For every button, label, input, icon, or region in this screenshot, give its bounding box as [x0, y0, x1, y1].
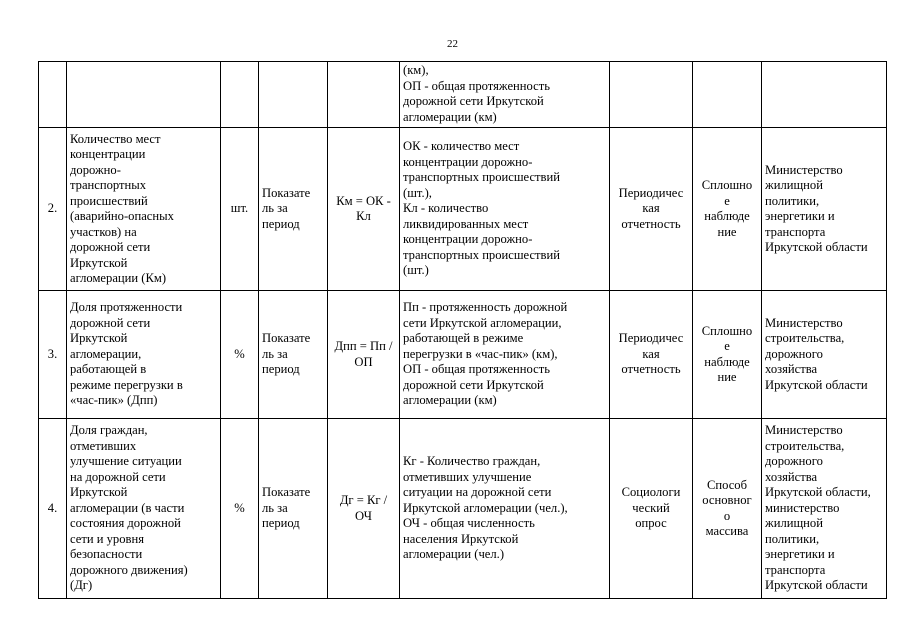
period-cell	[259, 128, 328, 291]
cell-text: шт.	[230, 201, 249, 216]
cell-text-line: транспорта	[765, 562, 826, 577]
cell-text-line: Пп - протяженность дорожной	[403, 300, 568, 315]
cell-text-line: (км),	[403, 63, 429, 77]
period-cell	[259, 291, 328, 419]
row-number-cell	[39, 128, 67, 291]
cell-text-line: период	[262, 216, 300, 231]
responsible-cell	[762, 291, 887, 419]
cell-text-line: агломерации (чел.)	[403, 547, 505, 562]
cell-text-line: (аварийно-опасных	[70, 209, 174, 223]
cell-text: 3.	[47, 346, 58, 361]
table-row	[39, 128, 887, 291]
cell-text-line: Кг - Количество граждан,	[403, 454, 541, 469]
cell-text-line: агломерации (км)	[403, 109, 497, 124]
method-cell	[693, 128, 762, 291]
cell-text-line: агломерации,	[70, 346, 142, 361]
cell-text-line: перегрузки в «час-пик» (км),	[403, 346, 558, 361]
cell-text-line: ОП - общая протяженность	[403, 78, 550, 93]
cell-text-line: ОЧ - общая численность	[403, 516, 535, 531]
cell-text-line: Способ	[706, 477, 748, 492]
cell-text-line: дорожного движения)	[70, 562, 188, 577]
cell-text-line: Кл - количество	[403, 201, 489, 216]
cell-text-line: улучшение ситуации	[70, 454, 182, 469]
cell-text-line: на дорожной сети	[70, 469, 166, 484]
row-number-cell	[39, 291, 67, 419]
cell-text-line: Дпп = Пп /	[334, 339, 393, 353]
cell-text-line: (Дг)	[70, 578, 93, 593]
cell-text-line: ческий	[632, 500, 670, 515]
cell-text-line: «час-пик» (Дпп)	[70, 393, 158, 408]
cell-text-line: Дг = Кг /	[339, 493, 388, 507]
cell-text-line: транспортных происшествий	[403, 170, 560, 185]
cell-text-line: ль за	[262, 346, 288, 361]
cell-text-line: Иркутской области	[765, 578, 868, 593]
period-cell	[259, 62, 328, 128]
responsible-cell	[762, 419, 887, 599]
cell-text-line: о	[723, 508, 731, 523]
cell-text-line: участков) на	[70, 224, 137, 239]
cell-text-line: кая	[642, 346, 660, 361]
cell-text: 2.	[47, 201, 58, 216]
cell-text-line: транспортных	[70, 178, 147, 192]
cell-text: %	[234, 346, 245, 361]
cell-text-line: Периодичес	[618, 331, 684, 346]
page-number: 22	[447, 38, 458, 50]
responsible-cell	[762, 62, 887, 128]
cell-text-line: Министерство	[765, 162, 843, 177]
responsible-cell	[762, 128, 887, 291]
data-source-cell	[610, 62, 693, 128]
cell-text-line: Сплошно	[701, 178, 753, 192]
cell-text-line: строительства,	[765, 438, 845, 453]
cell-text-line: происшествий	[70, 193, 148, 208]
data-source-cell	[610, 291, 693, 419]
cell-text-line: агломерации (км)	[403, 393, 497, 408]
method-cell	[693, 419, 762, 599]
cell-text-line: дорожной сети	[70, 315, 151, 330]
cell-text-line: наблюде	[704, 354, 750, 369]
cell-text-line: дорожной сети	[70, 240, 151, 254]
cell-text-line: ситуации на дорожной сети	[403, 485, 552, 500]
cell-text-line: Доля граждан,	[70, 423, 148, 438]
cell-text-line: Сплошно	[701, 323, 753, 338]
cell-text-line: Периодичес	[618, 185, 684, 200]
formula-cell	[328, 62, 400, 128]
indicator-name-cell	[67, 291, 221, 419]
data-source-cell	[610, 128, 693, 291]
cell-text-line: массива	[705, 524, 749, 538]
cell-text-line: опрос	[635, 516, 667, 531]
cell-text-line: кая	[642, 201, 660, 216]
cell-text-line: Иркутской области,	[765, 485, 871, 500]
table-row	[39, 419, 887, 599]
cell-text-line: состояния дорожной	[70, 516, 181, 531]
cell-text-line: отметивших улучшение	[403, 469, 532, 484]
formula-cell	[328, 128, 400, 291]
cell-text-line: строительства,	[765, 331, 845, 346]
cell-text-line: хозяйства	[765, 362, 818, 377]
cell-text-line: транспорта	[765, 224, 826, 239]
cell-text-line: политики,	[765, 531, 820, 546]
indicator-name-cell	[67, 62, 221, 128]
cell-text-line: концентрации	[70, 147, 146, 161]
method-cell	[693, 291, 762, 419]
cell-text-line: Показате	[262, 331, 311, 346]
row-number-cell	[39, 419, 67, 599]
cell-text-line: отметивших	[70, 438, 137, 453]
unit-cell	[221, 419, 259, 599]
table-row	[39, 62, 887, 128]
cell-text-line: ОЧ	[355, 508, 372, 523]
cell-text: 4.	[47, 500, 58, 515]
cell-text-line: е	[724, 193, 730, 208]
cell-text-line: населения Иркутской	[403, 531, 519, 546]
cell-text-line: энергетики и	[765, 547, 835, 562]
cell-text-line: министерство	[765, 500, 840, 515]
cell-text-line: концентрации дорожно-	[403, 154, 533, 169]
cell-text-line: ликвидированных мест	[403, 216, 529, 231]
cell-text-line: сети и уровня	[70, 531, 144, 546]
cell-text-line: безопасности	[70, 547, 143, 562]
cell-text-line: основног	[702, 493, 752, 507]
cell-text-line: работающей в	[70, 362, 147, 377]
cell-text-line: сети Иркутской агломерации,	[403, 315, 562, 330]
cell-text-line: Иркутской	[70, 485, 128, 500]
cell-text-line: период	[262, 362, 300, 377]
cell-text-line: агломерации (Км)	[70, 271, 167, 285]
description-cell	[400, 128, 610, 291]
cell-text-line: Показате	[262, 185, 311, 200]
cell-text-line: наблюде	[704, 209, 750, 223]
cell-text-line: ОК - количество мест	[403, 139, 520, 154]
cell-text: %	[234, 500, 245, 515]
cell-text-line: дорожной сети Иркутской	[403, 94, 544, 108]
formula-cell	[328, 419, 400, 599]
cell-text-line: Доля протяженности	[70, 300, 183, 315]
data-source-cell	[610, 419, 693, 599]
cell-text-line: энергетики и	[765, 209, 835, 223]
unit-cell	[221, 291, 259, 419]
cell-text-line: Социологи	[621, 485, 681, 500]
cell-text-line: ОП	[354, 354, 373, 369]
cell-text-line: Иркутской	[70, 331, 128, 346]
cell-text-line: отчетность	[621, 216, 681, 231]
unit-cell	[221, 62, 259, 128]
cell-text-line: ние	[717, 370, 737, 384]
cell-text-line: Иркутской области	[765, 377, 868, 392]
cell-text-line: режиме перегрузки в	[70, 377, 183, 392]
cell-text-line: Иркутской	[70, 255, 128, 270]
formula-cell	[328, 291, 400, 419]
description-cell	[400, 419, 610, 599]
period-cell	[259, 419, 328, 599]
cell-text-line: транспортных происшествий	[403, 247, 560, 262]
description-cell	[400, 62, 610, 128]
cell-text-line: концентрации дорожно-	[403, 232, 533, 247]
cell-text-line: период	[262, 516, 300, 531]
cell-text-line: ОП - общая протяженность	[403, 362, 550, 377]
indicators-table	[38, 61, 887, 599]
cell-text-line: Показате	[262, 485, 311, 500]
cell-text-line: дорожно-	[70, 162, 121, 177]
cell-text-line: ль за	[262, 201, 288, 216]
cell-text-line: агломерации (в части	[70, 500, 185, 515]
method-cell	[693, 62, 762, 128]
cell-text-line: е	[724, 339, 730, 353]
cell-text-line: хозяйства	[765, 469, 818, 484]
cell-text-line: Кл	[356, 209, 371, 223]
cell-text-line: (шт.)	[403, 263, 429, 278]
cell-text-line: работающей в режиме	[403, 331, 524, 346]
cell-text-line: жилищной	[765, 516, 823, 531]
cell-text-line: политики,	[765, 193, 820, 208]
cell-text-line: Количество мест	[70, 131, 161, 146]
cell-text-line: дорожного	[765, 454, 823, 469]
cell-text-line: Министерство	[765, 315, 843, 330]
cell-text-line: дорожной сети Иркутской	[403, 377, 544, 392]
indicator-name-cell	[67, 128, 221, 291]
cell-text-line: Иркутской области	[765, 240, 868, 254]
description-cell	[400, 291, 610, 419]
cell-text-line: Км = ОК -	[336, 193, 391, 208]
cell-text-line: дорожного	[765, 346, 823, 361]
cell-text-line: ние	[717, 224, 737, 239]
cell-text-line: Министерство	[765, 423, 843, 438]
cell-text-line: ль за	[262, 500, 288, 515]
cell-text-line: жилищной	[765, 178, 823, 192]
row-number-cell	[39, 62, 67, 128]
indicator-name-cell	[67, 419, 221, 599]
table-body	[39, 62, 887, 599]
cell-text-line: отчетность	[621, 362, 681, 377]
cell-text-line: Иркутской агломерации (чел.),	[403, 500, 568, 515]
table-row	[39, 291, 887, 419]
unit-cell	[221, 128, 259, 291]
cell-text-line: (шт.),	[403, 185, 432, 200]
